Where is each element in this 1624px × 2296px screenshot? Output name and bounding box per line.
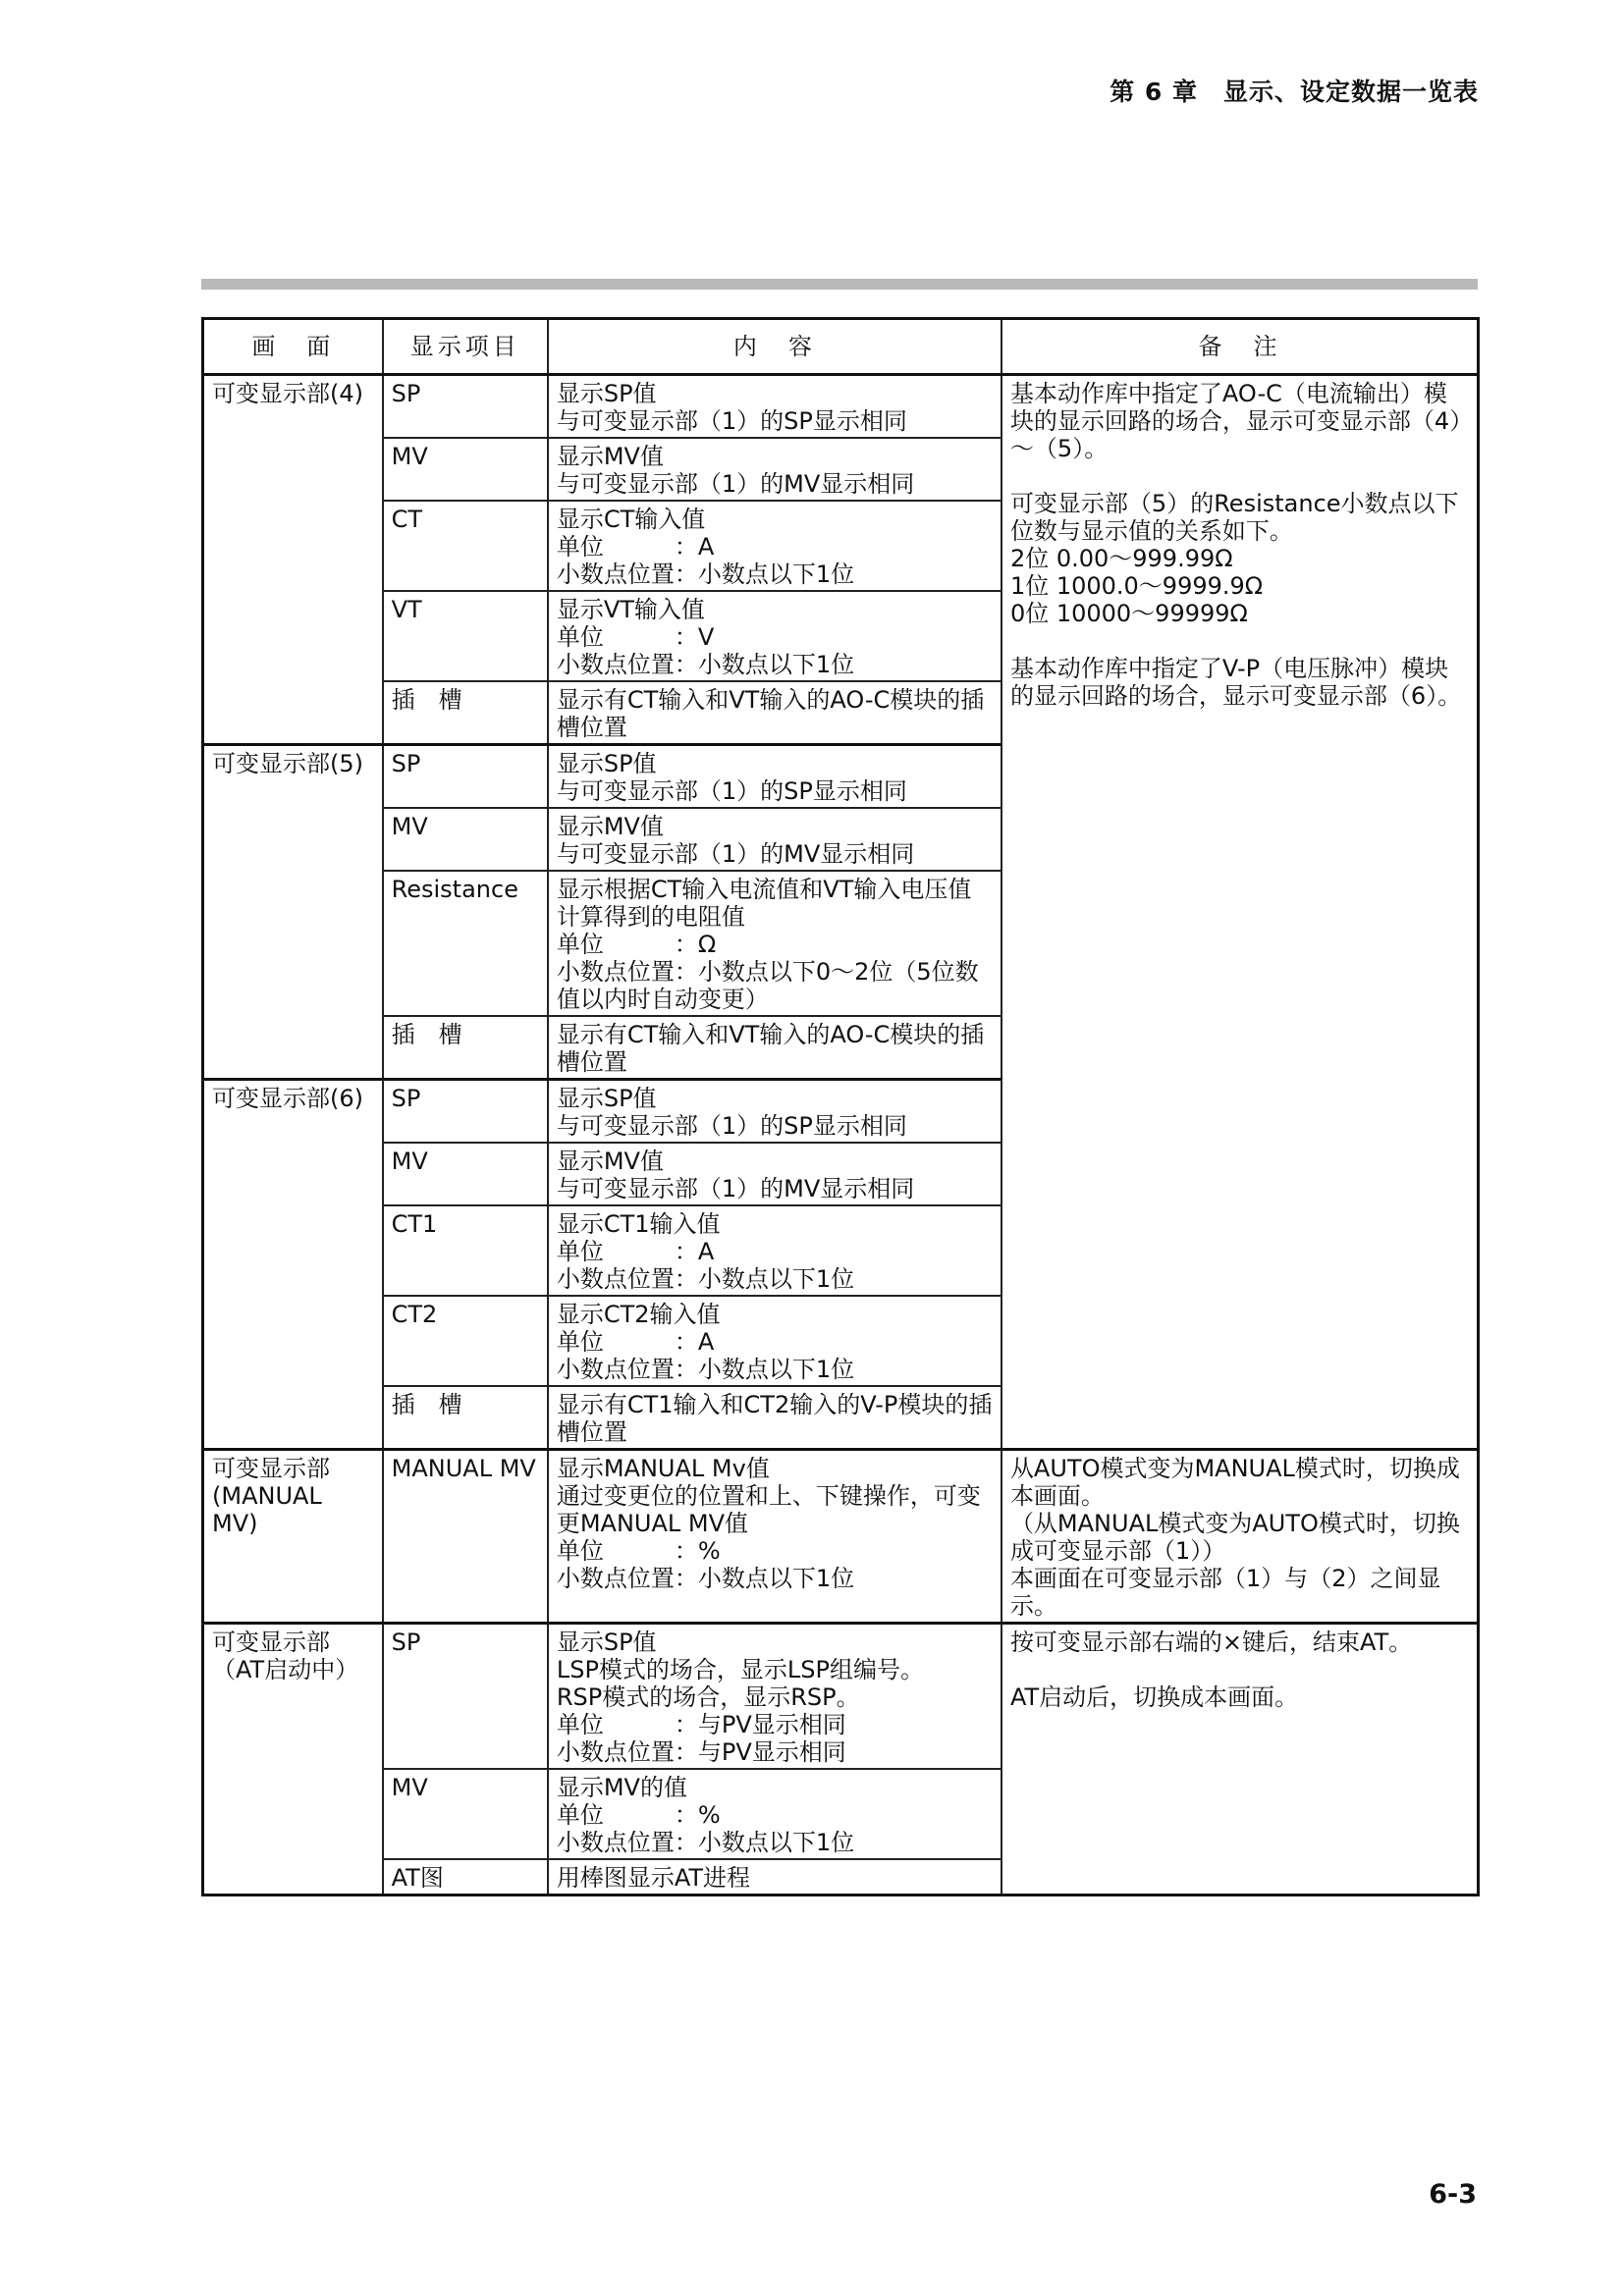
note-cell: 从AUTO模式变为MANUAL模式时，切换成本画面。 （从MANUAL模式变为AUTO模式时，切换成可变显示部（1）） 本画面在可变显示部（1）与（2）之间显示。 [1001, 1450, 1479, 1624]
item-cell: 插 槽 [383, 681, 548, 745]
page-number: 6-3 [1429, 2179, 1477, 2210]
column-header-content: 内 容 [548, 319, 1001, 375]
item-cell: SP [383, 1080, 548, 1144]
content-cell: 显示SP值 与可变显示部（1）的SP显示相同 [548, 375, 1001, 439]
content-cell: 显示MV的值 单位 ：% 小数点位置：小数点以下1位 [548, 1769, 1001, 1859]
column-header-screen: 画 面 [203, 319, 383, 375]
item-cell: 插 槽 [383, 1386, 548, 1450]
item-cell: SP [383, 1624, 548, 1770]
content-cell: 显示SP值 与可变显示部（1）的SP显示相同 [548, 745, 1001, 809]
item-cell: CT1 [383, 1205, 548, 1296]
note-cell: 基本动作库中指定了AO-C（电流输出）模块的显示回路的场合，显示可变显示部（4）～（5）。 可变显示部（5）的Resistance小数点以下位数与显示值的关系如下。 2位 0.00～999.99Ω 1位 1000.0～9999.9Ω 0位 10000～99999Ω 基本动作库中指定了V-P（电压脉冲）模块的显示回路的场合，显示可变显示部（6）。 [1001, 375, 1479, 1450]
item-cell: MANUAL MV [383, 1450, 548, 1624]
item-cell: VT [383, 591, 548, 681]
content-cell: 显示MANUAL Mv值 通过变更位的位置和上、下键操作，可变更MANUAL MV值 单位 ：% 小数点位置：小数点以下1位 [548, 1450, 1001, 1624]
content-cell: 用棒图显示AT进程 [548, 1859, 1001, 1896]
column-header-note: 备 注 [1001, 319, 1479, 375]
screen-cell: 可变显示部 (MANUAL MV) [203, 1450, 383, 1624]
item-cell: Resistance [383, 871, 548, 1016]
screen-cell: 可变显示部 （AT启动中） [203, 1624, 383, 1896]
item-cell: MV [383, 1143, 548, 1205]
content-cell: 显示SP值 LSP模式的场合，显示LSP组编号。 RSP模式的场合，显示RSP。 单位 ：与PV显示相同 小数点位置：与PV显示相同 [548, 1624, 1001, 1770]
item-cell: MV [383, 808, 548, 871]
item-cell: CT [383, 501, 548, 591]
content-cell: 显示有CT输入和VT输入的AO-C模块的插槽位置 [548, 681, 1001, 745]
header-divider [201, 279, 1478, 290]
content-cell: 显示MV值 与可变显示部（1）的MV显示相同 [548, 808, 1001, 871]
table-row [203, 375, 1479, 439]
content-cell: 显示CT2输入值 单位 ：A 小数点位置：小数点以下1位 [548, 1296, 1001, 1386]
table-row [203, 1624, 1479, 1770]
content-cell: 显示CT1输入值 单位 ：A 小数点位置：小数点以下1位 [548, 1205, 1001, 1296]
note-cell: 按可变显示部右端的×键后，结束AT。 AT启动后，切换成本画面。 [1001, 1624, 1479, 1896]
content-cell: 显示有CT输入和VT输入的AO-C模块的插槽位置 [548, 1016, 1001, 1080]
column-header-item: 显示项目 [383, 319, 548, 375]
item-cell: AT图 [383, 1859, 548, 1896]
content-cell: 显示根据CT输入电流值和VT输入电压值计算得到的电阻值 单位 ：Ω 小数点位置：小数点以下0～2位（5位数值以内时自动变更） [548, 871, 1001, 1016]
item-cell: SP [383, 745, 548, 809]
item-cell: 插 槽 [383, 1016, 548, 1080]
display-settings-table [201, 317, 1480, 1896]
screen-cell: 可变显示部(5) [203, 745, 383, 1080]
screen-cell: 可变显示部(6) [203, 1080, 383, 1450]
table-row [203, 1450, 1479, 1624]
chapter-header: 第 6 章 显示、设定数据一览表 [1110, 78, 1479, 106]
item-cell: MV [383, 438, 548, 501]
content-cell: 显示有CT1输入和CT2输入的V-P模块的插槽位置 [548, 1386, 1001, 1450]
content-cell: 显示SP值 与可变显示部（1）的SP显示相同 [548, 1080, 1001, 1144]
content-cell: 显示VT输入值 单位 ：V 小数点位置：小数点以下1位 [548, 591, 1001, 681]
content-cell: 显示MV值 与可变显示部（1）的MV显示相同 [548, 1143, 1001, 1205]
screen-cell: 可变显示部(4) [203, 375, 383, 745]
item-cell: SP [383, 375, 548, 439]
content-cell: 显示CT输入值 单位 ：A 小数点位置：小数点以下1位 [548, 501, 1001, 591]
item-cell: CT2 [383, 1296, 548, 1386]
content-cell: 显示MV值 与可变显示部（1）的MV显示相同 [548, 438, 1001, 501]
item-cell: MV [383, 1769, 548, 1859]
